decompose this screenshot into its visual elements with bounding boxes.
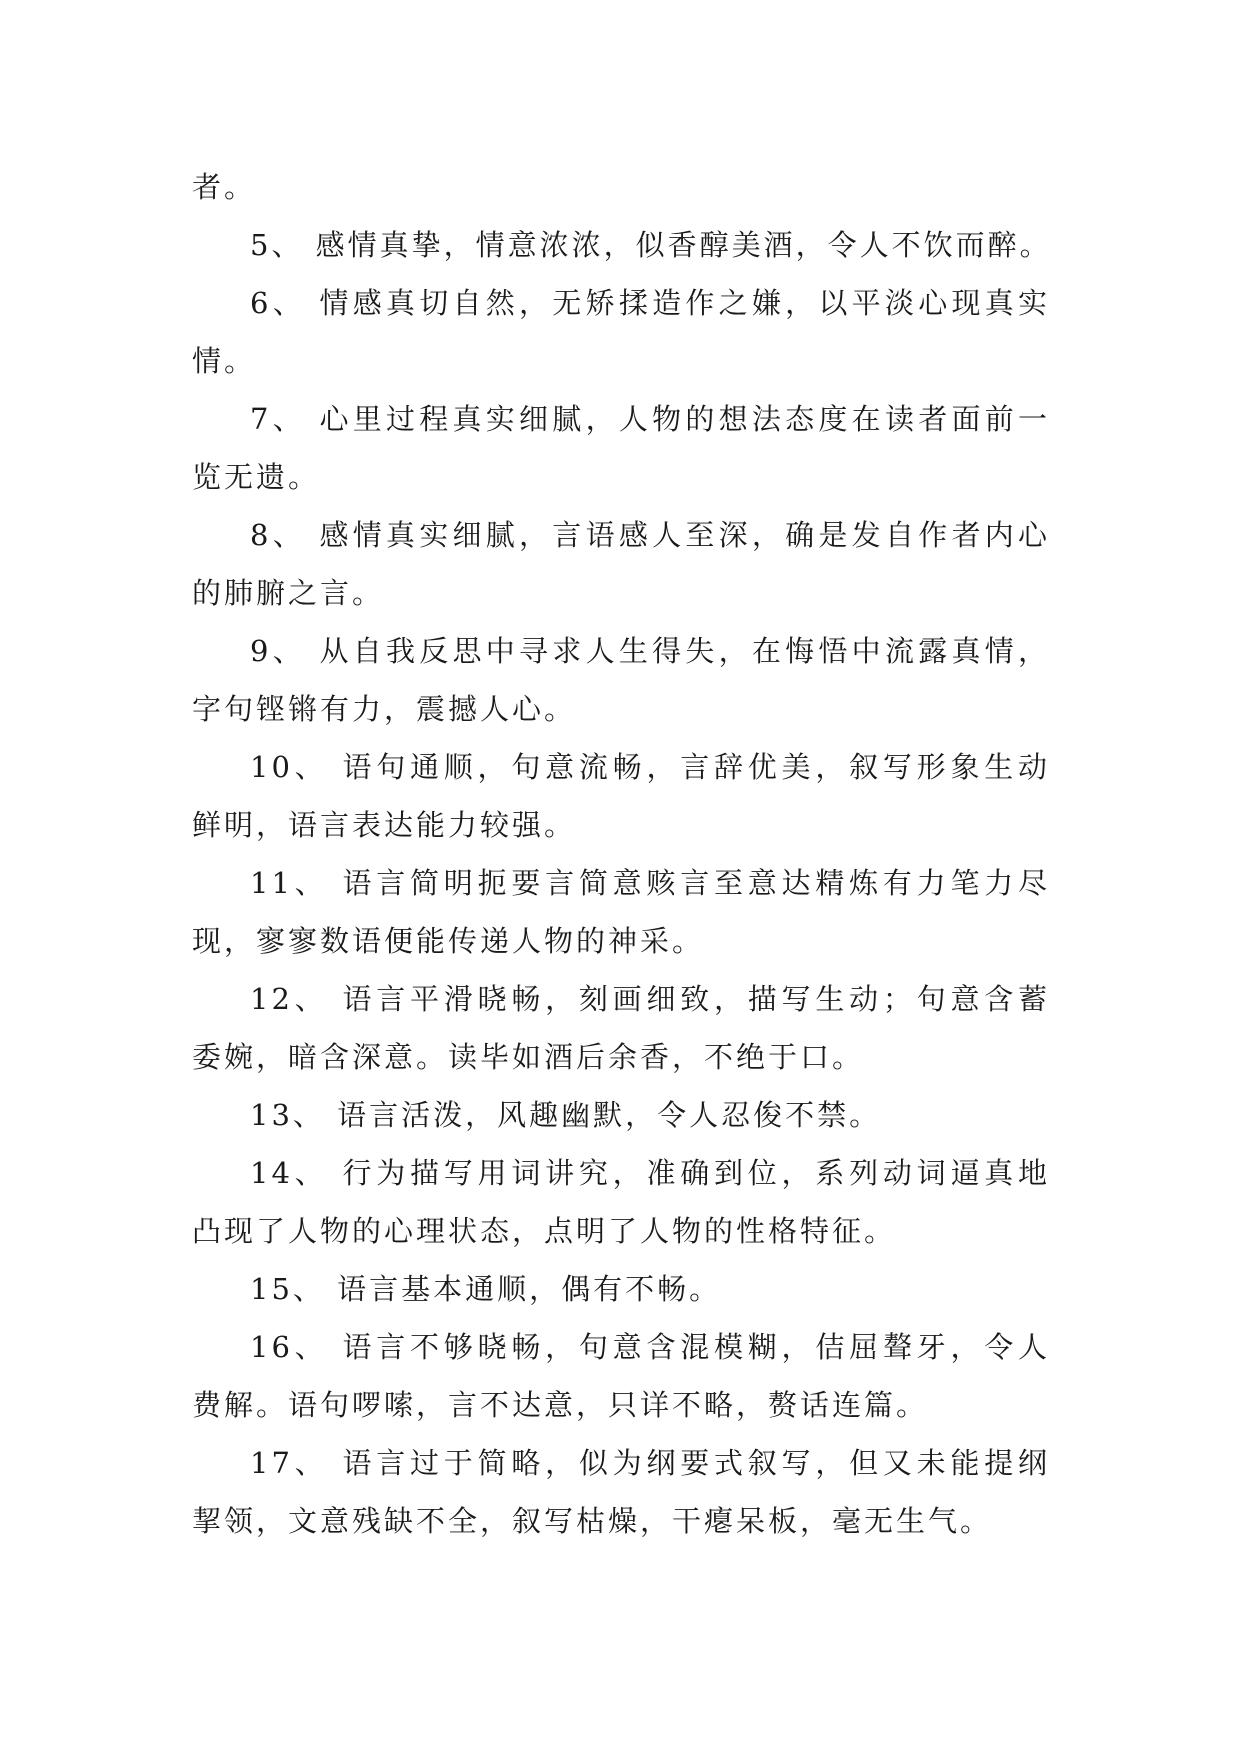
document-line: 10、 语句通顺，句意流畅，言辞优美，叙写形象生动 [250, 750, 1050, 784]
document-line: 7、 心里过程真实细腻，人物的想法态度在读者面前一 [250, 402, 1050, 436]
document-line: 15、 语言基本通顺，偶有不畅。 [250, 1272, 722, 1306]
document-line: 17、 语言过于简略，似为纲要式叙写，但又未能提纲 [250, 1446, 1050, 1480]
document-line: 挈领，文意残缺不全，叙写枯燥，干瘪呆板，毫无生气。 [192, 1504, 993, 1538]
document-line: 9、 从自我反思中寻求人生得失，在悔悟中流露真情， [250, 634, 1050, 668]
document-line: 者。 [192, 170, 257, 204]
document-line: 情。 [192, 344, 257, 378]
document-line: 的肺腑之言。 [192, 576, 385, 610]
document-line: 费解。语句啰嗦，言不达意，只详不略，赘话连篇。 [192, 1388, 929, 1422]
document-line: 现，寥寥数语便能传递人物的神采。 [192, 924, 705, 958]
document-line: 11、 语言简明扼要言简意赅言至意达精炼有力笔力尽 [250, 866, 1050, 900]
document-line: 14、 行为描写用词讲究，准确到位，系列动词逼真地 [250, 1156, 1050, 1190]
document-line: 16、 语言不够晓畅，句意含混模糊，佶屈聱牙，令人 [250, 1330, 1050, 1364]
document-line: 凸现了人物的心理状态，点明了人物的性格特征。 [192, 1214, 897, 1248]
document-body [192, 158, 1050, 1550]
document-line: 字句铿锵有力，震撼人心。 [192, 692, 577, 726]
document-line: 委婉，暗含深意。读毕如酒后余香，不绝于口。 [192, 1040, 865, 1074]
document-line: 13、 语言活泼，风趣幽默，令人忍俊不禁。 [250, 1098, 882, 1132]
document-line: 8、 感情真实细腻，言语感人至深，确是发自作者内心 [250, 518, 1050, 552]
document-line: 览无遗。 [192, 460, 321, 494]
document-line: 12、 语言平滑晓畅，刻画细致，描写生动；句意含蓄 [250, 982, 1050, 1016]
document-line: 6、 情感真切自然，无矫揉造作之嫌，以平淡心现真实 [250, 286, 1050, 320]
document-line: 鲜明，语言表达能力较强。 [192, 808, 577, 842]
document-line: 5、 感情真挚，情意浓浓，似香醇美酒，令人不饮而醉。 [250, 228, 1052, 262]
